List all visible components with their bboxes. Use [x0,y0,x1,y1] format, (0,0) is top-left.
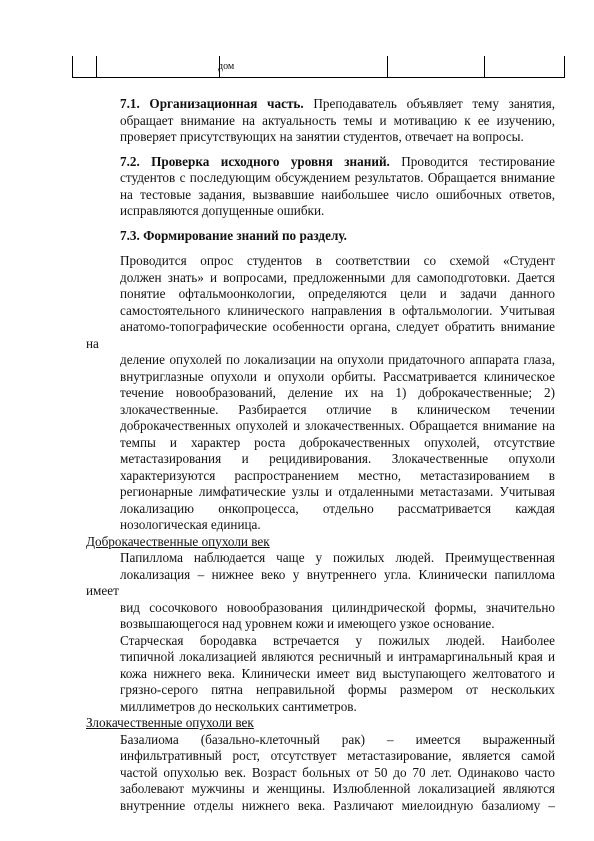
section-knowledge-formation [86,228,555,815]
paragraph [86,633,555,716]
text-line: нозологическая единица. [120,517,261,532]
paragraph [86,253,555,534]
text-line: злокачественные. Разбирается отличие в клиническом течении [120,401,555,417]
text-line: Преподаватель объявляет тему занятия, [303,96,555,111]
paragraph [86,550,555,633]
paragraph [86,154,555,220]
text-line: характеризуются распространением местно, метастазированием в [120,467,555,483]
text-line: исправляются допущенные ошибки. [120,203,325,218]
text-line: типичной локализацией являются ресничный и интрамаргинальный края и [120,649,555,664]
text-line: инфильтративный рост, отсутствует метастазирование, является самой [120,748,555,763]
subsection-title: Доброкачественные опухоли век [86,533,270,549]
text-line: Старческая бородавка встречается у пожилых людей. Наиболее [120,632,555,648]
text-line: локализацию онкопроцесса, отдельно рассматривается каждая [120,500,555,516]
subsection-title: Злокачественные опухоли век [86,715,254,730]
text-line: обращает внимание на актуальность темы и мотивацию к ее изучению, [120,112,555,128]
section-title: 7.2. Проверка исходного уровня знаний. [120,153,390,169]
paragraph [86,96,555,146]
text-line: заболевают мужчины и женщины. Излюбленной локализацией являются [120,781,555,796]
text-line: Папиллома наблюдается чаще у пожилых людей. Преимущественная [120,550,555,565]
text-line: анатомо-топографические особенности органа, следует обратить внимание на [86,319,555,351]
text-line: понятие офтальмоонкологии, определяются цели и задачи данного [120,286,555,301]
text-line: темпы и характер роста доброкачественных опухолей, отсутствие [120,434,555,450]
section-title: 7.1. Организационная часть. [120,96,304,111]
text-line: студентов с последующим обсуждением результатов. Обращается внимание [120,170,555,185]
text-line: деление опухолей по локализации на опухоли придаточного аппарата глаза, [120,352,555,367]
text-line: Базалиома (базально-клеточный рак) – имеется выраженный [120,731,555,747]
table-border [564,56,565,77]
text-line: Проводится тестирование [389,153,555,169]
section-organizational [86,96,555,146]
text-line: миллиметров до нескольких сантиметров. [120,698,357,714]
text-line: частой опухолью век. Возраст больных от 50 до 70 лет. Одинаково часто [120,764,555,780]
table-fragment [72,56,565,78]
text-line: на тестовые задания, вызвавшие наибольшее число ошибочных ответов, [120,186,555,202]
table-border [96,56,97,77]
text-line: метастазирования и рецидивирования. Злокачественные опухоли [120,451,555,466]
text-line: локализация – нижнее веко у внутреннего угла. Клинически папиллома имеет [86,566,555,598]
text-line: регионарные лимфатические узлы и отдаленными метастазами. Учитывая [120,484,555,499]
text-line: возвышающегося над уровнем кожи и имеющего узкое основание. [120,616,495,631]
section-title: 7.3. Формирование знаний по разделу. [120,227,347,243]
text-line: должен знать» и вопросами, предложенными для самоподготовки. Дается [120,269,555,285]
text-line: проверяет присутствующих на занятии студентов, отвечает на вопросы. [120,129,524,144]
text-line: грязно-серого пятна неправильной формы размером от нескольких [120,682,555,697]
text-line: самостоятельного клинического направления в офтальмологии. Учитывая [120,302,555,318]
text-line: кожа нижнего века. Клинически имеет вид выступающего желтоватого и [120,665,555,681]
text-line: внутренние отделы нижнего века. Различают миелоидную базалиому – [120,797,555,813]
text-line: внутриглазные опухоли и опухоли орбиты. Рассматривается клиническое [120,368,555,384]
text-line: доброкачественных опухолей и злокачественных. Обращается внимание на [120,418,555,433]
table-border [387,56,388,77]
paragraph [86,732,555,815]
section-initial-level [86,154,555,220]
table-cell-text: дом [218,61,235,72]
text-line: вид сосочкового новообразования цилиндрической формы, значительно [120,599,555,615]
table-border [72,56,73,77]
table-border [484,56,485,77]
text-line: течение новообразований, деление их на 1) доброкачественные; 2) [120,385,555,400]
text-line: Проводится опрос студентов в соответствии со схемой «Студент [120,253,555,268]
document-body [86,96,555,822]
